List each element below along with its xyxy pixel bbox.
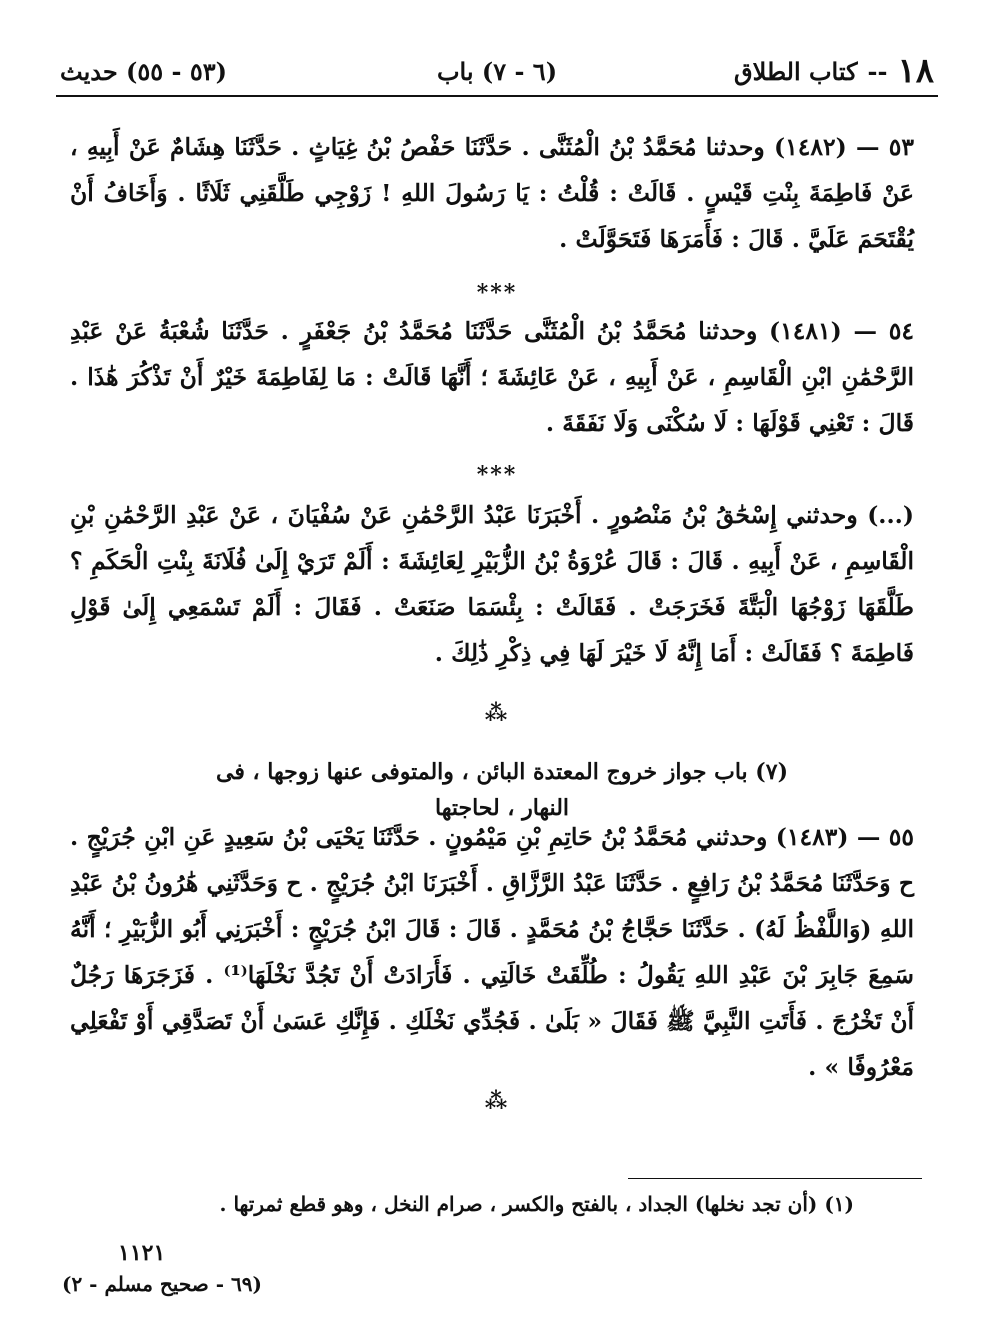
hadith-text: (١٤٨٢) وحدثنا مُحَمَّدُ بْنُ الْمُثَنَّى . حَدَّثَنَا حَفْصُ بْنُ غِيَاثٍ . حَدَّثَنَا هِشَامٌ عَنْ أَبِيهِ ، عَنْ فَاطِمَةَ بِنْتِ قَيْسٍ . قَالَتْ : قُلْتُ : يَا رَسُولَ اللهِ ! زَوْجِي طَلَّقَنِي ثَلَاثًا . وَأَخَافُ أَنْ يُقْتَحَمَ عَلَيَّ . قَالَ : فَأَمَرَهَا فَتَحَوَّلَتْ . (70, 133, 914, 253)
page-number: ١١٢١ (118, 1240, 166, 1266)
hadith-53 (70, 124, 914, 262)
page-header (60, 48, 934, 94)
header-right (734, 51, 934, 91)
hadith-54 (70, 308, 914, 446)
hadith-number: ٥٣ — (856, 133, 915, 161)
footnote-rule (628, 1178, 922, 1179)
hadith-text: (١٤٨١) وحدثنا مُحَمَّدُ بْنُ الْمُثَنَّى حَدَّثَنَا مُحَمَّدُ بْنُ جَعْفَرٍ . حَدَّثَنَا شُعْبَةُ عَنْ عَبْدِ الرَّحْمَٰنِ ابْنِ الْقَاسِمِ ، عَنْ أَبِيهِ ، عَنْ عَائِشَةَ ؛ أَنَّهَا قَالَتْ : مَا لِفَاطِمَةَ خَيْرٌ أَنْ تَذْكُرَ هَٰذَا . قَالَ : تَعْنِي قَوْلَهَا : لَا سُكْنَى وَلَا نَفَقَةَ . (70, 317, 914, 437)
hadith-55 (70, 814, 914, 1090)
header-dash: -- (867, 56, 888, 86)
header-hadith-range: (٥٣ - ٥٥) حديث (60, 56, 227, 86)
ornament-separator: ⁂ (484, 1088, 510, 1114)
header-chapter-ref: (٦ - ٧) باب (436, 56, 558, 86)
chapter-heading: (٧) باب جواز خروج المعتدة البائن ، والمتوفى عنها زوجها ، فى النهار ، لحاجتها (216, 759, 788, 821)
hadith-number: ٥٤ — (853, 317, 914, 345)
hadith-text: وحدثني إِسْحَٰقُ بْنُ مَنْصُورٍ . أَخْبَرَنَا عَبْدُ الرَّحْمَٰنِ عَنْ سُفْيَانَ ، عَنْ عَبْدِ الرَّحْمَٰنِ بْنِ الْقَاسِمِ ، عَنْ أَبِيهِ . قَالَ : قَالَ عُرْوَةُ بْنُ الزُّبَيْرِ لِعَائِشَةَ : أَلَمْ تَرَيْ إِلَىٰ فُلَانَةَ بِنْتِ الْحَكَمِ ؟ طَلَّقَهَا زَوْجُهَا الْبَتَّةَ فَخَرَجَتْ . فَقَالَتْ : بِئْسَمَا صَنَعَتْ . فَقَالَ : أَلَمْ تَسْمَعِي إِلَىٰ قَوْلِ فَاطِمَةَ ؟ فَقَالَتْ : أَمَا إِنَّهُ لَا خَيْرَ لَهَا فِي ذِكْرِ ذَٰلِكَ . (70, 501, 914, 667)
ornament-separator: ⁂ (484, 700, 510, 726)
hadith-number: ٥٥ — (856, 823, 914, 851)
hadith-54-variant (70, 492, 914, 676)
header-rule (56, 95, 938, 97)
header-page-number: ١٨ (897, 51, 934, 91)
header-book-title: كتاب الطلاق (734, 56, 858, 86)
hadith-number: (...) (867, 501, 914, 529)
hadith-text: (١٤٨٣) وحدثني مُحَمَّدُ بْنُ حَاتِمِ بْنِ مَيْمُونٍ . حَدَّثَنَا يَحْيَى بْنُ سَعِيدٍ عَنِ ابْنِ جُرَيْجٍ . ح وَحَدَّثَنَا مُحَمَّدُ بْنُ رَافِعٍ . حَدَّثَنَا عَبْدُ الرَّزَّاقِ . أَخْبَرَنَا ابْنُ جُرَيْجٍ . ح وَحَدَّثَنِي هَٰرُونُ بْنُ عَبْدِ اللهِ (وَاللَّفْظُ لَهُ) . حَدَّثَنَا حَجَّاجُ بْنُ مُحَمَّدٍ . قَالَ : قَالَ ابْنُ جُرَيْجٍ : أَخْبَرَنِي أَبُو الزُّبَيْرِ ؛ أَنَّهُ سَمِعَ جَابِرَ بْنَ عَبْدِ اللهِ يَقُولُ : طُلِّقَتْ خَالَتِي . فَأَرَادَتْ أَنْ تَجُدَّ نَخْلَهَا⁽¹⁾ . فَزَجَرَهَا رَجُلٌ أَنْ تَخْرُجَ . فَأَتَتِ النَّبِيَّ ﷺ فَقَالَ « بَلَىٰ . فَجُدِّي نَخْلَكِ . فَإِنَّكِ عَسَىٰ أَنْ تَصَدَّقِي أَوْ تَفْعَلِي مَعْرُوفًا » . (70, 823, 914, 1081)
footnote: (١) (أن تجد نخلها) الجداد ، بالفتح والكسر ، صرام النخل ، وهو قطع ثمرتها . (219, 1192, 854, 1216)
signature-line: (٦٩ - صحيح مسلم - ٢) (62, 1272, 262, 1296)
stars-separator: *** (476, 462, 518, 488)
stars-separator: *** (476, 280, 518, 306)
